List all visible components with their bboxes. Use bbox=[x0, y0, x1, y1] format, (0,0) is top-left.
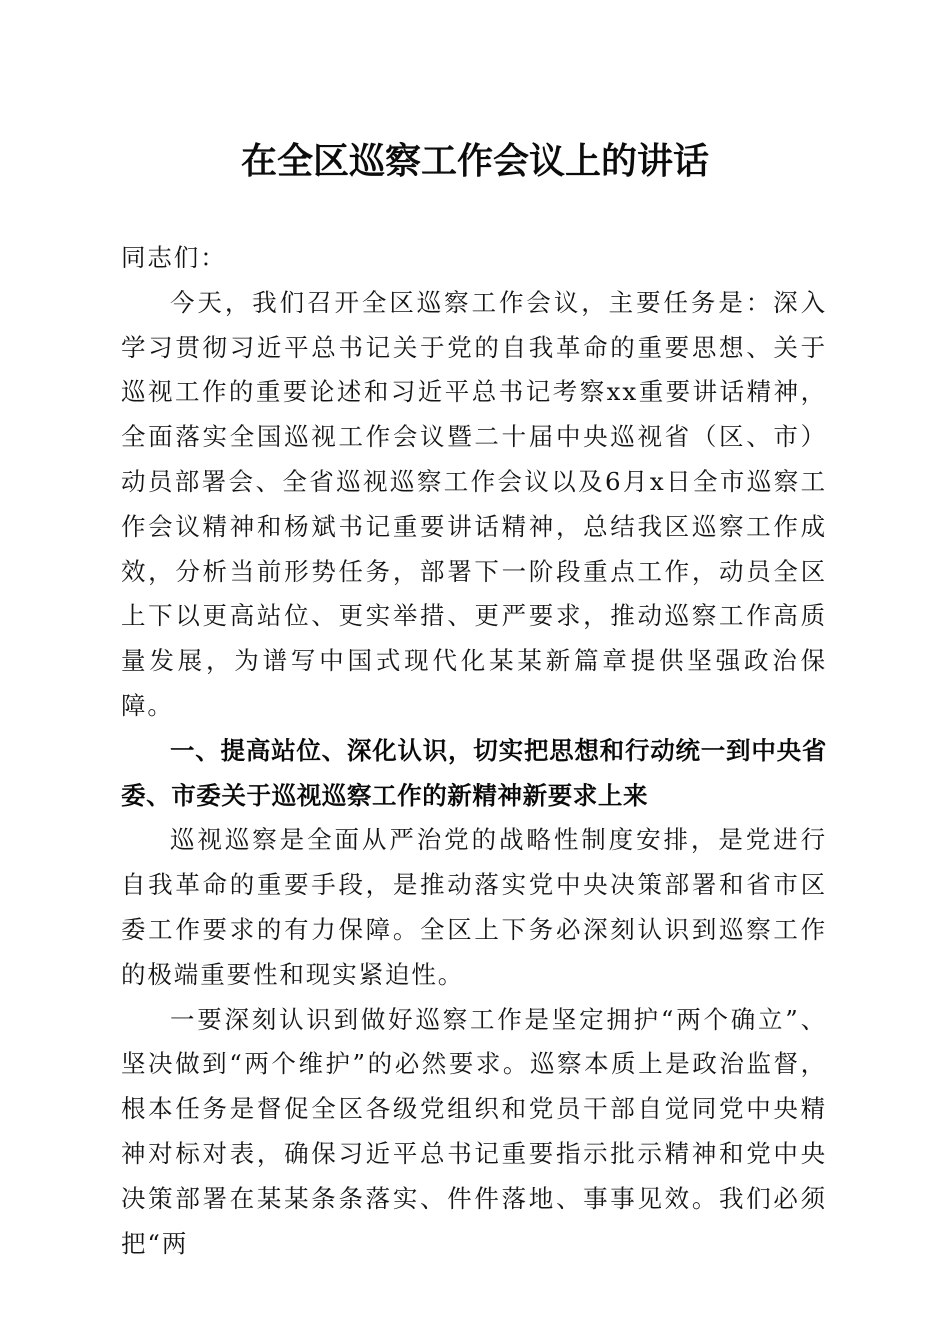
salutation: 同志们： bbox=[121, 243, 227, 272]
point-1-paragraph: 一要深刻认识到做好巡察工作是坚定拥护“两个确立”、坚决做到“两个维护”的必然要求。巡察本质上是政治监督，根本任务是督促全区各级党组织和党员干部自觉同党中央精神对标对表，确保习近平总书记重要指示批示精神和党中央决策部署在某某条条落实、件件落地、事事见效。我们必须把“两 bbox=[121, 1004, 827, 1258]
section-1-paragraph: 巡视巡察是全面从严治党的战略性制度安排，是党进行自我革命的重要手段，是推动落实党中央决策部署和省市区委工作要求的有力保障。全区上下务必深刻认识到巡察工作的极端重要性和现实紧迫性。 bbox=[121, 825, 827, 989]
document-title: 在全区巡察工作会议上的讲话 bbox=[240, 140, 709, 182]
intro-paragraph: 今天，我们召开全区巡察工作会议，主要任务是：深入学习贯彻习近平总书记关于党的自我革命的重要思想、关于巡视工作的重要论述和习近平总书记考察xx重要讲话精神，全面落实全国巡视工作会议暨二十届中央巡视省（区、市）动员部署会、全省巡视巡察工作会议以及6月x日全市巡察工作会议精神和杨斌书记重要讲话精神，总结我区巡察工作成效，分析当前形势任务，部署下一阶段重点工作，动员全区上下以更高站位、更实举措、更严要求，推动巡察工作高质量发展，为谱写中国式现代化某某新篇章提供坚强政治保障。 bbox=[121, 287, 827, 720]
document-body bbox=[121, 236, 827, 1266]
section-heading-1: 一、提高站位、深化认识，切实把思想和行动统一到中央省委、市委关于巡视巡察工作的新精神新要求上来 bbox=[121, 735, 827, 810]
